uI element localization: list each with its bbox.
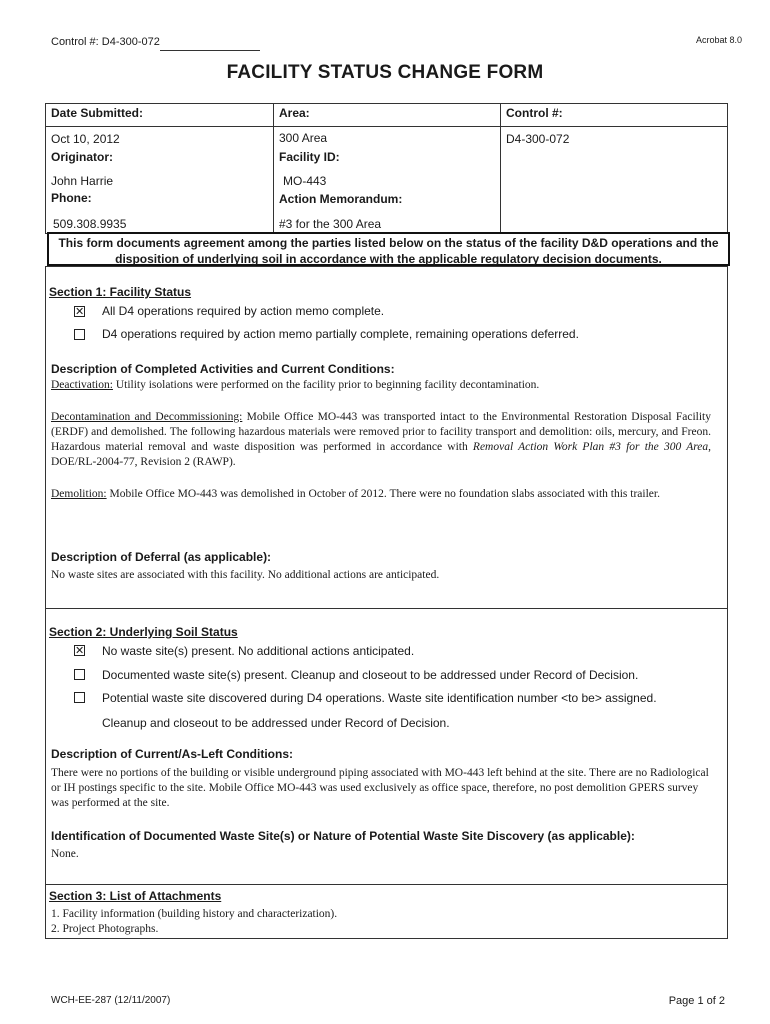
deferral-text: No waste sites are associated with this facility. No additional actions are anticipated. (51, 569, 440, 581)
action-memo-value: #3 for the 300 Area (279, 217, 382, 231)
completed-activities-heading: Description of Completed Activities and Current Conditions: (51, 362, 395, 376)
control-number-label: Control #: (506, 106, 563, 120)
originator-value: John Harrie (51, 174, 114, 188)
decon-label: Decontamination and Decommissioning: (51, 411, 243, 423)
section1-heading: Section 1: Facility Status (49, 285, 192, 299)
section2-option1-checkbox[interactable]: ✕ (75, 644, 85, 657)
decon-italic-ref: Removal Action Work Plan #3 for the 300 Area (472, 441, 709, 453)
attachment-item-2: 2. Project Photographs. (51, 923, 159, 935)
originator-label: Originator: (51, 150, 113, 164)
info-table-header-rule (46, 126, 727, 127)
current-conditions-text: There were no portions of the building or visible underground piping associated with MO-443 left behind at the site. There are no Radiological or IH postings specific to the site. Mobile Office MO-443 was used exclusively as office space, therefore, no post demolition GPERS survey was performed at the site. (51, 767, 709, 809)
phone-value: 509.308.9935 (53, 217, 127, 231)
section2-option3-checkbox[interactable] (74, 692, 85, 703)
waste-site-identification-heading: Identification of Documented Waste Site(s) or Nature of Potential Waste Site Discovery (as applicable): (51, 829, 635, 843)
decon-text: Mobile Office MO-443 was transported intact to the Environmental Restoration Disposal Facility (ERDF) and demolished. The following hazardous materials were removed prior to facility transport and demolition: oils, mercury, and Freon. Hazardous material removal and waste disposition was performed in accordance with (51, 411, 711, 453)
section-divider-2 (46, 884, 727, 885)
decon-paragraph (51, 410, 711, 470)
date-submitted-value: Oct 10, 2012 (51, 132, 120, 146)
demolition-label: Demolition: (51, 488, 107, 500)
decon-tail: , DOE/RL-2004-77, Revision 2 (RAWP). (51, 441, 711, 468)
header-control-underline (160, 50, 260, 51)
page-title: FACILITY STATUS CHANGE FORM (226, 62, 544, 83)
section2-option3-label: Potential waste site discovered during D4 operations. Waste site identification number <to be> assigned. (102, 691, 657, 705)
acrobat-version: Acrobat 8.0 (695, 35, 742, 45)
section1-option2-label: D4 operations required by action memo partially complete, remaining operations deferred. (102, 327, 579, 341)
demolition-paragraph (51, 487, 711, 502)
header-control-value: D4-300-072 (101, 36, 160, 48)
area-label: Area: (279, 106, 310, 120)
section2-option2-label: Documented waste site(s) present. Cleanup and closeout to be addressed under Record of Decision. (102, 668, 639, 682)
demolition-text: Mobile Office MO-443 was demolished in October of 2012. There were no foundation slabs associated with this trailer. (106, 488, 660, 500)
waste-site-identification-text: None. (51, 848, 79, 860)
agreement-notice: This form documents agreement among the parties listed below on the status of the facility D&D operations and the disposition of underlying soil in accordance with the applicable regulatory decision documents. (47, 232, 730, 266)
header-control-label: Control #: (51, 36, 99, 48)
date-submitted-label: Date Submitted: (51, 106, 144, 120)
info-table-divider-2 (500, 103, 501, 233)
phone-label: Phone: (51, 191, 92, 205)
facility-id-value: MO-443 (283, 174, 327, 188)
section2-heading: Section 2: Underlying Soil Status (49, 625, 238, 639)
section1-option2-checkbox[interactable] (74, 329, 85, 340)
header-control-number (51, 36, 160, 48)
section1-option1-checkbox[interactable]: ✕ (75, 305, 85, 318)
deactivation-paragraph (51, 378, 721, 393)
section1-option1-label: All D4 operations required by action memo complete. (102, 304, 385, 318)
deferral-heading: Description of Deferral (as applicable): (51, 550, 272, 564)
page-number: Page 1 of 2 (668, 995, 725, 1007)
section2-option2-checkbox[interactable] (74, 669, 85, 680)
section-divider-1 (46, 608, 727, 609)
section3-heading: Section 3: List of Attachments (49, 889, 222, 903)
deactivation-text: Utility isolations were performed on the facility prior to beginning facility decontamination. (112, 379, 540, 391)
info-table (45, 103, 728, 234)
section2-cleanup-text: Cleanup and closeout to be addressed under Record of Decision. (102, 716, 450, 730)
area-value: 300 Area (279, 131, 328, 145)
attachment-item-1: 1. Facility information (building history and characterization). (51, 908, 338, 920)
deactivation-label: Deactivation: (51, 379, 113, 391)
info-table-divider-1 (273, 103, 274, 233)
facility-id-label: Facility ID: (279, 150, 340, 164)
action-memo-label: Action Memorandum: (279, 192, 403, 206)
current-conditions-heading: Description of Current/As-Left Conditions: (51, 747, 293, 761)
form-id-footer: WCH-EE-287 (12/11/2007) (51, 995, 171, 1006)
control-number-value: D4-300-072 (506, 132, 570, 146)
section2-option1-label: No waste site(s) present. No additional actions anticipated. (102, 644, 415, 658)
